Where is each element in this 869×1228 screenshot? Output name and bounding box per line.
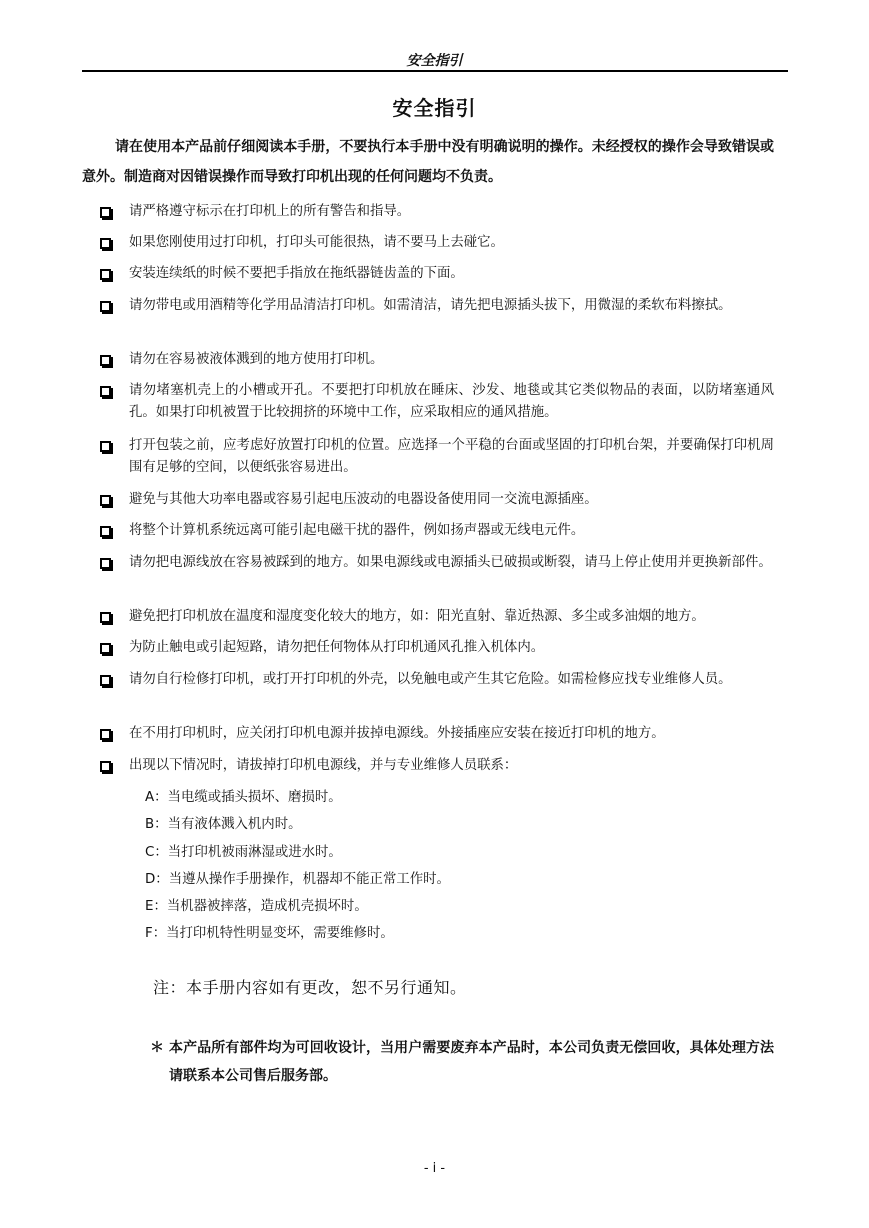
page-title: 安全指引: [392, 96, 477, 120]
checkbox-bullet-icon: [98, 552, 129, 574]
list-item: [98, 723, 774, 745]
asterisk-icon: ＊: [150, 1040, 164, 1056]
list-item-text: 请勿自行检修打印机，或打开打印机的外壳，以免触电或产生其它危险。如需检修应找专业维修人员。: [129, 672, 732, 687]
list-item-text: 请勿堵塞机壳上的小槽或开孔。不要把打印机放在睡床、沙发、地毯或其它类似物品的表面，以防堵塞通风孔。如果打印机被置于比较拥挤的环境中工作，应采取相应的通风措施。: [129, 383, 774, 420]
list-item-text: 请勿带电或用酒精等化学用品清洁打印机。如需清洁，请先把电源插头拔下，用微湿的柔软布料擦拭。: [129, 298, 732, 313]
checkbox-bullet-icon: [98, 489, 129, 511]
change-notice: 注：本手册内容如有更改，恕不另行通知。: [153, 978, 467, 997]
sub-list-item: A：当电缆或插头损坏、磨损时。: [145, 790, 342, 805]
checkbox-bullet-icon: [98, 201, 129, 223]
footnote-text: 本产品所有部件均为可回收设计，当用户需要废弃本产品时，本公司负责无偿回收，具体处理方法请联系本公司售后服务部。: [169, 1040, 774, 1084]
checkbox-bullet-icon: [98, 232, 129, 254]
sub-list-item: D：当遵从操作手册操作，机器却不能正常工作时。: [145, 872, 450, 887]
sub-list-item: F：当打印机特性明显变坏，需要维修时。: [145, 926, 394, 941]
list-item-text: 为防止触电或引起短路，请勿把任何物体从打印机通风孔推入机体内。: [129, 640, 545, 655]
checkbox-bullet-icon: [98, 755, 129, 777]
list-item-text: 避免与其他大功率电器或容易引起电压波动的电器设备使用同一交流电源插座。: [129, 492, 598, 507]
checkbox-bullet-icon: [98, 349, 129, 371]
checkbox-bullet-icon: [98, 637, 129, 659]
list-item: [98, 552, 774, 574]
list-item: [98, 606, 774, 628]
checkbox-bullet-icon: [98, 263, 129, 285]
checkbox-bullet-icon: [98, 435, 129, 479]
list-item-text: 在不用打印机时，应关闭打印机电源并拔掉电源线。外接插座应安装在接近打印机的地方。: [129, 726, 665, 741]
list-item: [98, 263, 774, 285]
list-item-text: 将整个计算机系统远离可能引起电磁干扰的器件，例如扬声器或无线电元件。: [129, 523, 585, 538]
intro-paragraph: 请在使用本产品前仔细阅读本手册，不要执行本手册中没有明确说明的操作。未经授权的操作会导致错误或意外。制造商对因错误操作而导致打印机出现的任何问题均不负责。: [82, 139, 774, 185]
list-item-text: 请勿在容易被液体溅到的地方使用打印机。: [129, 352, 384, 367]
recycling-footnote: [150, 1034, 774, 1090]
running-header: 安全指引: [406, 53, 463, 69]
list-item-text: 安装连续纸的时候不要把手指放在拖纸器链齿盖的下面。: [129, 266, 464, 281]
page-number: - i -: [423, 1161, 446, 1176]
header-divider: [82, 70, 788, 72]
checkbox-bullet-icon: [98, 606, 129, 628]
list-item: [98, 201, 774, 223]
list-item: [98, 489, 774, 511]
list-item-text: 请严格遵守标示在打印机上的所有警告和指导。: [129, 204, 411, 219]
list-item: [98, 520, 774, 542]
sub-list-item: C：当打印机被雨淋湿或进水时。: [145, 845, 342, 860]
list-item-text: 请勿把电源线放在容易被踩到的地方。如果电源线或电源插头已破损或断裂，请马上停止使用并更换新部件。: [129, 555, 772, 570]
list-item-text: 出现以下情况时，请拔掉打印机电源线，并与专业维修人员联系：: [129, 758, 518, 773]
sub-list-item: B：当有液体溅入机内时。: [145, 817, 302, 832]
list-item: [98, 669, 774, 691]
sub-list-item: E：当机器被摔落，造成机壳损坏时。: [145, 899, 368, 914]
list-item: [98, 232, 774, 254]
list-item: [98, 435, 774, 479]
list-item: [98, 637, 774, 659]
list-item-text: 打开包装之前，应考虑好放置打印机的位置。应选择一个平稳的台面或坚固的打印机台架，并要确保打印机周围有足够的空间，以便纸张容易进出。: [129, 438, 774, 475]
checkbox-bullet-icon: [98, 723, 129, 745]
checkbox-bullet-icon: [98, 669, 129, 691]
list-item-text: 如果您刚使用过打印机，打印头可能很热，请不要马上去碰它。: [129, 235, 504, 250]
list-item: [98, 380, 774, 424]
list-item: [98, 295, 774, 317]
list-item: [98, 755, 774, 777]
checkbox-bullet-icon: [98, 520, 129, 542]
list-item: [98, 349, 774, 371]
checkbox-bullet-icon: [98, 295, 129, 317]
list-item-text: 避免把打印机放在温度和湿度变化较大的地方，如：阳光直射、靠近热源、多尘或多油烟的地方。: [129, 609, 705, 624]
checkbox-bullet-icon: [98, 380, 129, 424]
